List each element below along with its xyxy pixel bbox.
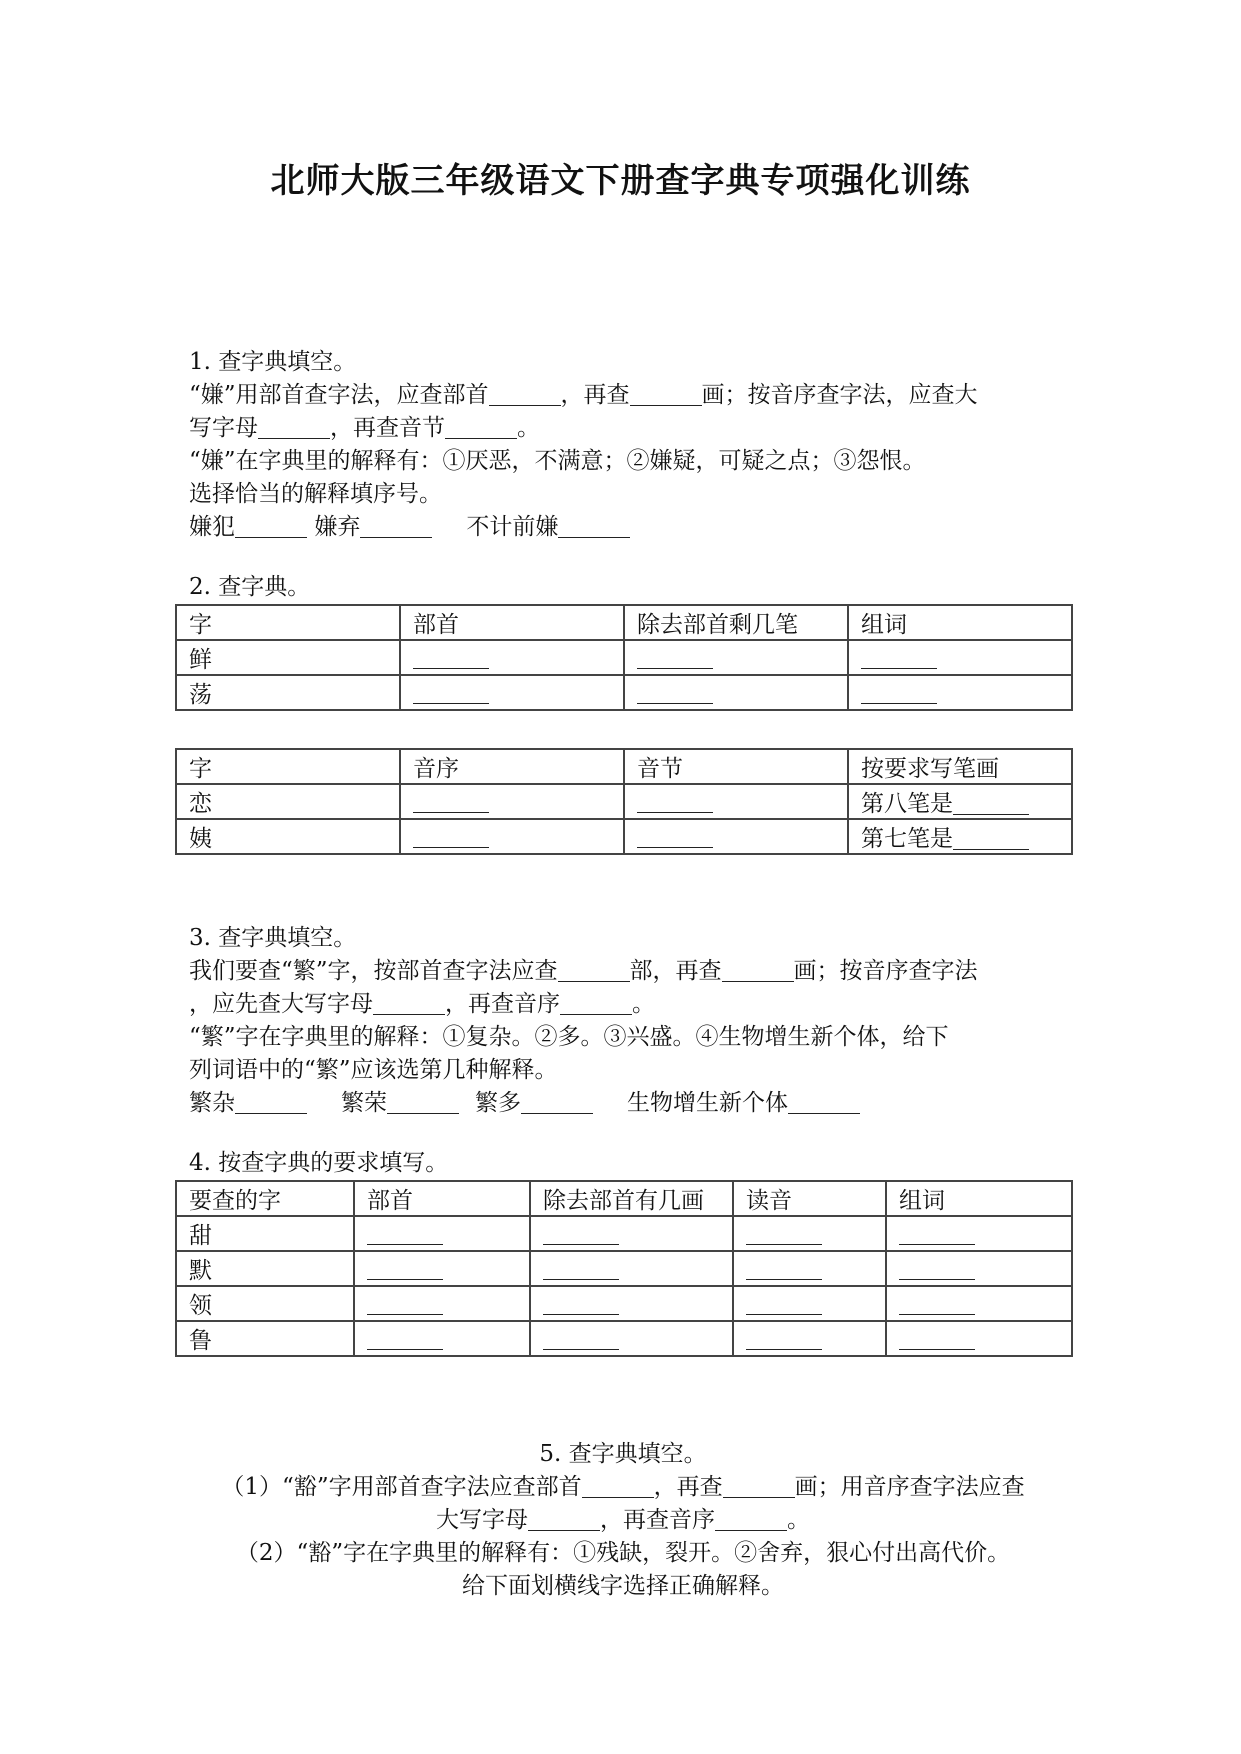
blank-field[interactable]	[413, 823, 489, 848]
text: ，再查	[560, 382, 630, 408]
text: 画；按音序查字法，应查大	[701, 382, 978, 408]
table-row	[176, 1286, 1072, 1321]
blank-field[interactable]	[861, 679, 937, 704]
blank-field[interactable]	[722, 957, 794, 982]
blank-field[interactable]	[953, 790, 1029, 815]
table-cell-blank[interactable]	[354, 1251, 530, 1286]
blank-field[interactable]	[899, 1220, 975, 1245]
word: 不计前嫌	[466, 514, 559, 540]
table-header-row	[176, 1181, 1072, 1216]
blank-field[interactable]	[637, 644, 713, 669]
table-header: 字	[176, 605, 400, 640]
text: 大写字母	[436, 1507, 528, 1533]
text: 画；按音序查字法	[793, 958, 978, 984]
text: 。	[632, 991, 655, 1017]
question-3-words	[189, 1087, 1069, 1120]
text: 写字母	[189, 415, 258, 441]
question-3-line-2	[189, 988, 1069, 1021]
question-5	[175, 1438, 1071, 1603]
question-1-heading: 1. 查字典填空。	[189, 349, 357, 375]
question-3-line-4: 列词语中的“繁”应该选第几种解释。	[189, 1057, 558, 1083]
blank-field[interactable]	[746, 1255, 822, 1280]
word: 生物增生新个体	[627, 1090, 788, 1116]
table-row	[176, 1251, 1072, 1286]
question-2-heading: 2. 查字典。	[189, 574, 311, 600]
table-cell-char: 默	[176, 1251, 354, 1286]
question-3-line-3: “繁”字在字典里的解释：①复杂。②多。③兴盛。④生物增生新个体，给下	[189, 1024, 949, 1050]
word: 嫌弃	[314, 514, 361, 540]
table-cell-blank[interactable]	[733, 1286, 886, 1321]
blank-field[interactable]	[899, 1325, 975, 1350]
blank-field[interactable]	[367, 1220, 443, 1245]
lookup-table-1	[175, 604, 1073, 711]
table-cell-blank[interactable]	[354, 1286, 530, 1321]
table-cell-char: 甜	[176, 1216, 354, 1251]
table-cell-blank[interactable]	[400, 784, 624, 819]
blank-field[interactable]	[630, 381, 702, 406]
question-5-line-2	[175, 1504, 1071, 1537]
blank-field[interactable]	[788, 1089, 860, 1114]
question-3	[189, 922, 1069, 1120]
word: 繁荣	[341, 1090, 387, 1116]
blank-field[interactable]	[746, 1325, 822, 1350]
text: 画；用音序查字法应查	[794, 1474, 1025, 1500]
table-row	[176, 784, 1072, 819]
blank-field[interactable]	[543, 1255, 619, 1280]
table-cell-blank[interactable]	[886, 1216, 1072, 1251]
table-cell-blank[interactable]	[530, 1286, 733, 1321]
table-cell-blank[interactable]	[624, 819, 848, 854]
word: 嫌犯	[189, 514, 235, 540]
question-5-line-3: （2）“豁”字在字典里的解释有：①残缺，裂开。②舍弃，狠心付出高代价。	[235, 1540, 1011, 1566]
table-cell-blank[interactable]	[848, 675, 1072, 710]
question-3-line-1	[189, 955, 1069, 988]
text: （1）“豁”字用部首查字法应查部首	[221, 1474, 582, 1500]
blank-field[interactable]	[258, 414, 330, 439]
blank-field[interactable]	[373, 990, 445, 1015]
question-2	[189, 571, 1069, 604]
table-cell-blank[interactable]	[886, 1321, 1072, 1356]
blank-field[interactable]	[360, 513, 432, 538]
table-header: 音序	[400, 749, 624, 784]
text: ，再查音序	[600, 1507, 715, 1533]
question-1	[189, 346, 1069, 544]
text: “嫌”用部首查字法，应查部首	[189, 382, 489, 408]
table-cell-stroke[interactable]	[848, 819, 1072, 854]
text: 部，再查	[629, 958, 722, 984]
table-cell-blank[interactable]	[733, 1251, 886, 1286]
table-cell-stroke[interactable]	[848, 784, 1072, 819]
text: ，再查	[653, 1474, 723, 1500]
blank-field[interactable]	[723, 1473, 795, 1498]
table-row	[176, 1321, 1072, 1356]
blank-field[interactable]	[899, 1255, 975, 1280]
question-4	[189, 1147, 1069, 1180]
table-cell-blank[interactable]	[733, 1321, 886, 1356]
text: ，应先查大写字母	[189, 991, 373, 1017]
table-cell-blank[interactable]	[400, 640, 624, 675]
table-header-row	[176, 605, 1072, 640]
word: 繁多	[475, 1090, 521, 1116]
blank-field[interactable]	[560, 990, 632, 1015]
blank-field[interactable]	[528, 1506, 600, 1531]
table-cell-char: 鲜	[176, 640, 400, 675]
lookup-table-3	[175, 1180, 1073, 1357]
blank-field[interactable]	[558, 513, 630, 538]
page-title: 北师大版三年级语文下册查字典专项强化训练	[270, 161, 971, 201]
blank-field[interactable]	[899, 1290, 975, 1315]
blank-field[interactable]	[558, 957, 630, 982]
text: 。	[517, 415, 540, 441]
table-cell-blank[interactable]	[530, 1216, 733, 1251]
question-1-line-4: 选择恰当的解释填序号。	[189, 481, 442, 507]
text: 第七笔是	[861, 826, 953, 852]
table-row	[176, 640, 1072, 675]
table-cell-blank[interactable]	[530, 1251, 733, 1286]
blank-field[interactable]	[367, 1325, 443, 1350]
question-1-line-1	[189, 379, 1069, 412]
table-cell-blank[interactable]	[848, 640, 1072, 675]
blank-field[interactable]	[521, 1089, 593, 1114]
question-5-heading: 5. 查字典填空。	[539, 1441, 707, 1467]
blank-field[interactable]	[637, 679, 713, 704]
table-cell-blank[interactable]	[624, 784, 848, 819]
blank-field[interactable]	[543, 1325, 619, 1350]
table-header: 音节	[624, 749, 848, 784]
blank-field[interactable]	[235, 1089, 307, 1114]
table-cell-blank[interactable]	[624, 675, 848, 710]
table-header: 除去部首有几画	[530, 1181, 733, 1216]
table-cell-char: 领	[176, 1286, 354, 1321]
text: ，再查音节	[330, 415, 445, 441]
text: 第八笔是	[861, 791, 953, 817]
table-cell-blank[interactable]	[530, 1321, 733, 1356]
blank-field[interactable]	[235, 513, 307, 538]
blank-field[interactable]	[367, 1255, 443, 1280]
text: ，再查音序	[445, 991, 560, 1017]
question-4-heading: 4. 按查字典的要求填写。	[189, 1150, 449, 1176]
blank-field[interactable]	[489, 381, 561, 406]
text: 。	[787, 1507, 810, 1533]
text: 我们要查“繁”字，按部首查字法应查	[189, 958, 558, 984]
blank-field[interactable]	[445, 414, 517, 439]
table-cell-blank[interactable]	[886, 1286, 1072, 1321]
blank-field[interactable]	[543, 1220, 619, 1245]
blank-field[interactable]	[637, 823, 713, 848]
blank-field[interactable]	[543, 1290, 619, 1315]
question-5-line-1	[175, 1471, 1071, 1504]
table-cell-blank[interactable]	[354, 1321, 530, 1356]
table-cell-blank[interactable]	[354, 1216, 530, 1251]
table-row	[176, 1216, 1072, 1251]
table-row	[176, 819, 1072, 854]
blank-field[interactable]	[861, 644, 937, 669]
blank-field[interactable]	[413, 679, 489, 704]
table-header: 部首	[400, 605, 624, 640]
table-cell-char: 荡	[176, 675, 400, 710]
lookup-table-2	[175, 748, 1073, 855]
blank-field[interactable]	[953, 825, 1029, 850]
table-header: 除去部首剩几笔	[624, 605, 848, 640]
question-1-line-2	[189, 412, 1069, 445]
table-header: 读音	[733, 1181, 886, 1216]
table-cell-char: 鲁	[176, 1321, 354, 1356]
table-header: 字	[176, 749, 400, 784]
blank-field[interactable]	[715, 1506, 787, 1531]
blank-field[interactable]	[582, 1473, 654, 1498]
question-5-line-4: 给下面划横线字选择正确解释。	[462, 1573, 784, 1599]
blank-field[interactable]	[637, 788, 713, 813]
question-1-words	[189, 511, 1069, 544]
table-row	[176, 675, 1072, 710]
table-cell-blank[interactable]	[624, 640, 848, 675]
question-1-line-3: “嫌”在字典里的解释有：①厌恶，不满意；②嫌疑，可疑之点；③怨恨。	[189, 448, 926, 474]
blank-field[interactable]	[367, 1290, 443, 1315]
table-cell-blank[interactable]	[886, 1251, 1072, 1286]
table-header: 部首	[354, 1181, 530, 1216]
table-header-row	[176, 749, 1072, 784]
table-header: 按要求写笔画	[848, 749, 1072, 784]
blank-field[interactable]	[746, 1290, 822, 1315]
blank-field[interactable]	[413, 644, 489, 669]
table-cell-char: 恋	[176, 784, 400, 819]
blank-field[interactable]	[387, 1089, 459, 1114]
table-header: 组词	[848, 605, 1072, 640]
table-header: 要查的字	[176, 1181, 354, 1216]
word: 繁杂	[189, 1090, 235, 1116]
table-header: 组词	[886, 1181, 1072, 1216]
table-cell-blank[interactable]	[400, 675, 624, 710]
blank-field[interactable]	[413, 788, 489, 813]
question-3-heading: 3. 查字典填空。	[189, 925, 357, 951]
blank-field[interactable]	[746, 1220, 822, 1245]
table-cell-blank[interactable]	[733, 1216, 886, 1251]
table-cell-blank[interactable]	[400, 819, 624, 854]
table-cell-char: 姨	[176, 819, 400, 854]
